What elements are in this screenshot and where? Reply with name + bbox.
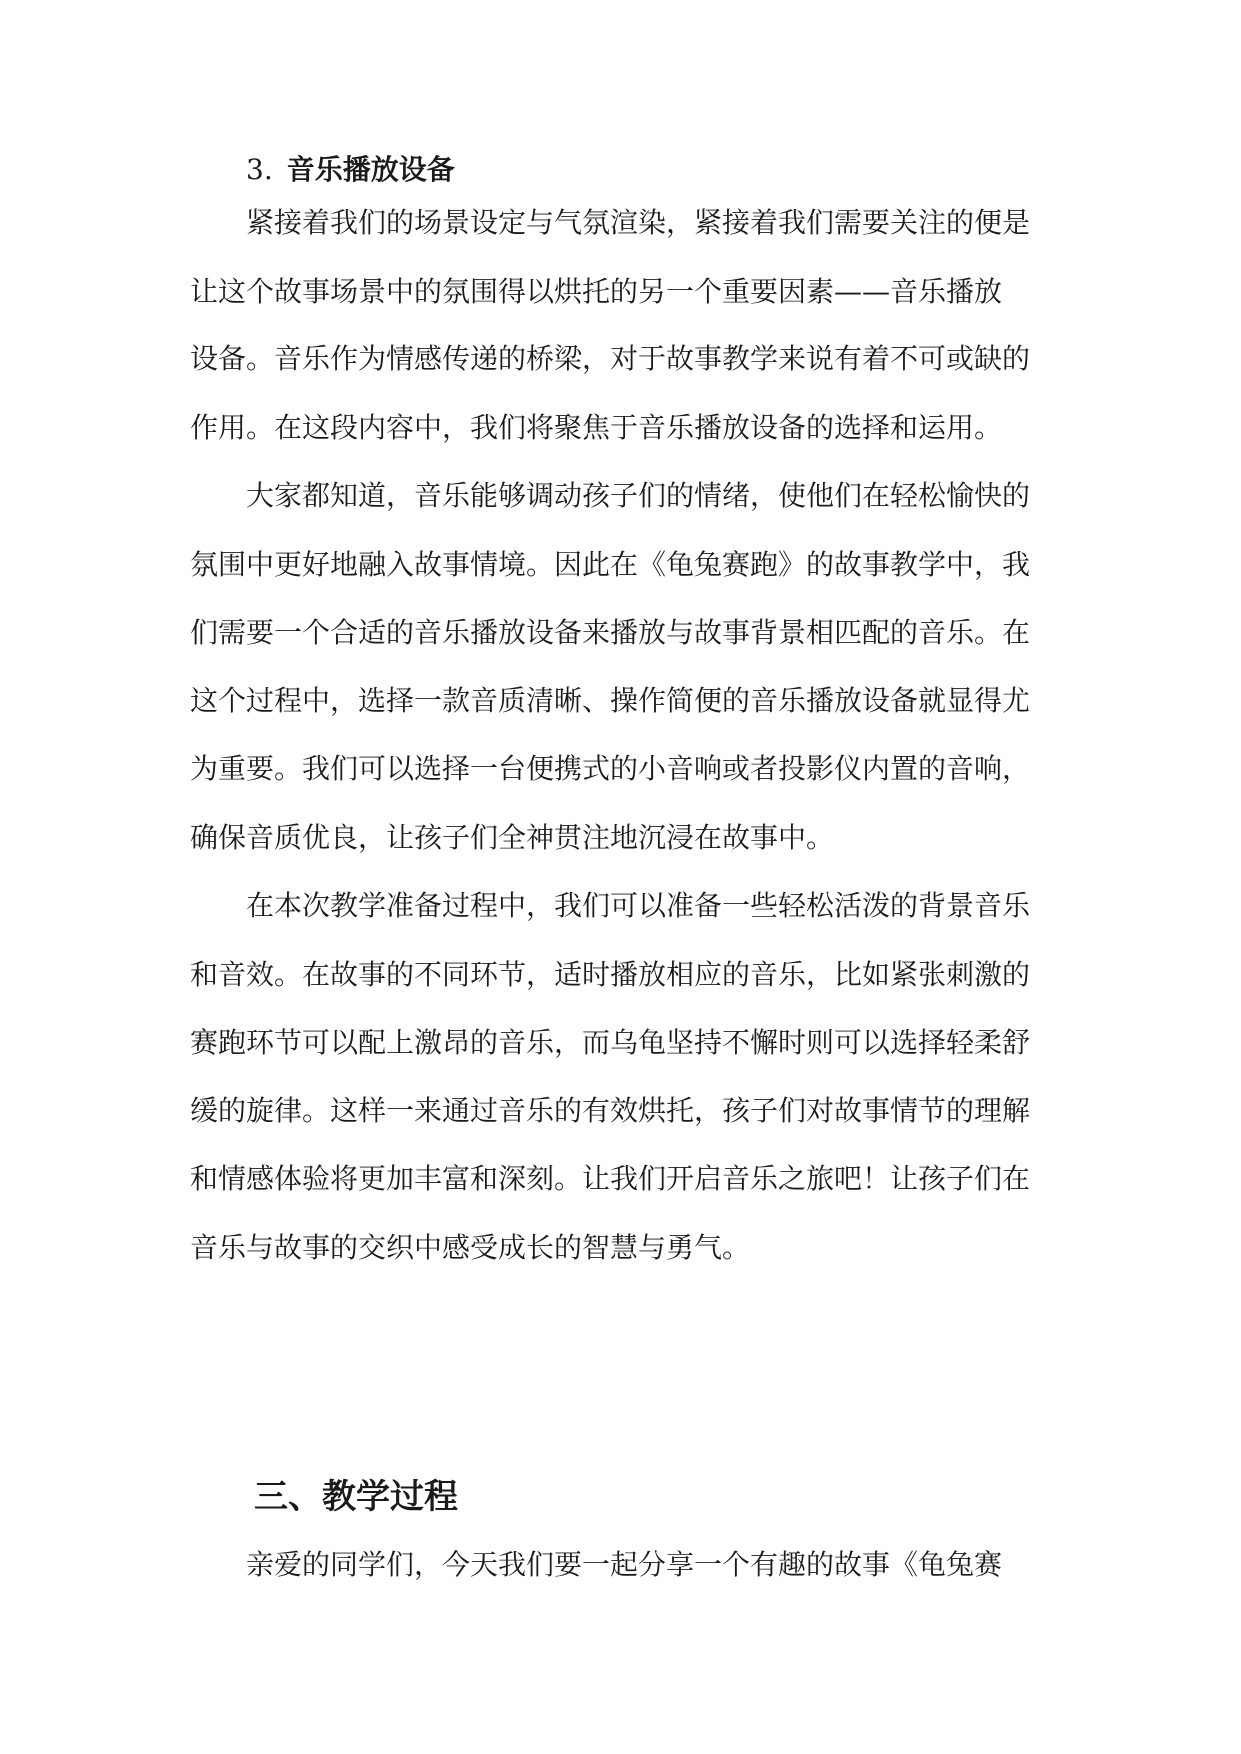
paragraph-3-line-4: 缓的旋律。这样一来通过音乐的有效烘托，孩子们对故事情节的理解	[190, 1094, 1031, 1127]
paragraph-3-line-1: 在本次教学准备过程中，我们可以准备一些轻松活泼的背景音乐	[246, 889, 1031, 922]
paragraph-2-line-1: 大家都知道，音乐能够调动孩子们的情绪，使他们在轻松愉快的	[246, 479, 1031, 512]
paragraph-2-line-3: 们需要一个合适的音乐播放设备来播放与故事背景相匹配的音乐。在	[190, 616, 1031, 649]
paragraph-1-line-3: 设备。音乐作为情感传递的桥梁，对于故事教学来说有着不可或缺的	[190, 342, 1031, 375]
paragraph-2-line-4: 这个过程中，选择一款音质清晰、操作简便的音乐播放设备就显得尤	[190, 684, 1031, 717]
paragraph-3-line-2: 和音效。在故事的不同环节，适时播放相应的音乐，比如紧张刺激的	[190, 958, 1031, 991]
section-heading	[246, 150, 455, 190]
paragraph-3-line-5: 和情感体验将更加丰富和深刻。让我们开启音乐之旅吧！让孩子们在	[190, 1162, 1031, 1195]
paragraph-2-line-2: 氛围中更好地融入故事情境。因此在《龟兔赛跑》的故事教学中，我	[190, 548, 1031, 581]
paragraph-3-line-6: 音乐与故事的交织中感受成长的智慧与勇气。	[190, 1231, 751, 1264]
paragraph-1-line-1: 紧接着我们的场景设定与气氛渲染，紧接着我们需要关注的便是	[246, 206, 1031, 239]
paragraph-2-line-6: 确保音质优良，让孩子们全神贯注地沉浸在故事中。	[190, 821, 835, 854]
section-number: 3.	[246, 153, 273, 186]
section-title: 音乐播放设备	[286, 153, 455, 186]
chapter-heading: 三、教学过程	[254, 1477, 458, 1517]
paragraph-3-line-3: 赛跑环节可以配上激昂的音乐，而乌龟坚持不懈时则可以选择轻柔舒	[190, 1026, 1031, 1059]
paragraph-1-line-2: 让这个故事场景中的氛围得以烘托的另一个重要因素——音乐播放	[190, 275, 1003, 308]
closing-paragraph-line-1: 亲爱的同学们，今天我们要一起分享一个有趣的故事《龟兔赛	[246, 1548, 1003, 1581]
paragraph-1-line-4: 作用。在这段内容中，我们将聚焦于音乐播放设备的选择和运用。	[190, 411, 1003, 444]
paragraph-2-line-5: 为重要。我们可以选择一台便携式的小音响或者投影仪内置的音响，	[190, 752, 1031, 785]
